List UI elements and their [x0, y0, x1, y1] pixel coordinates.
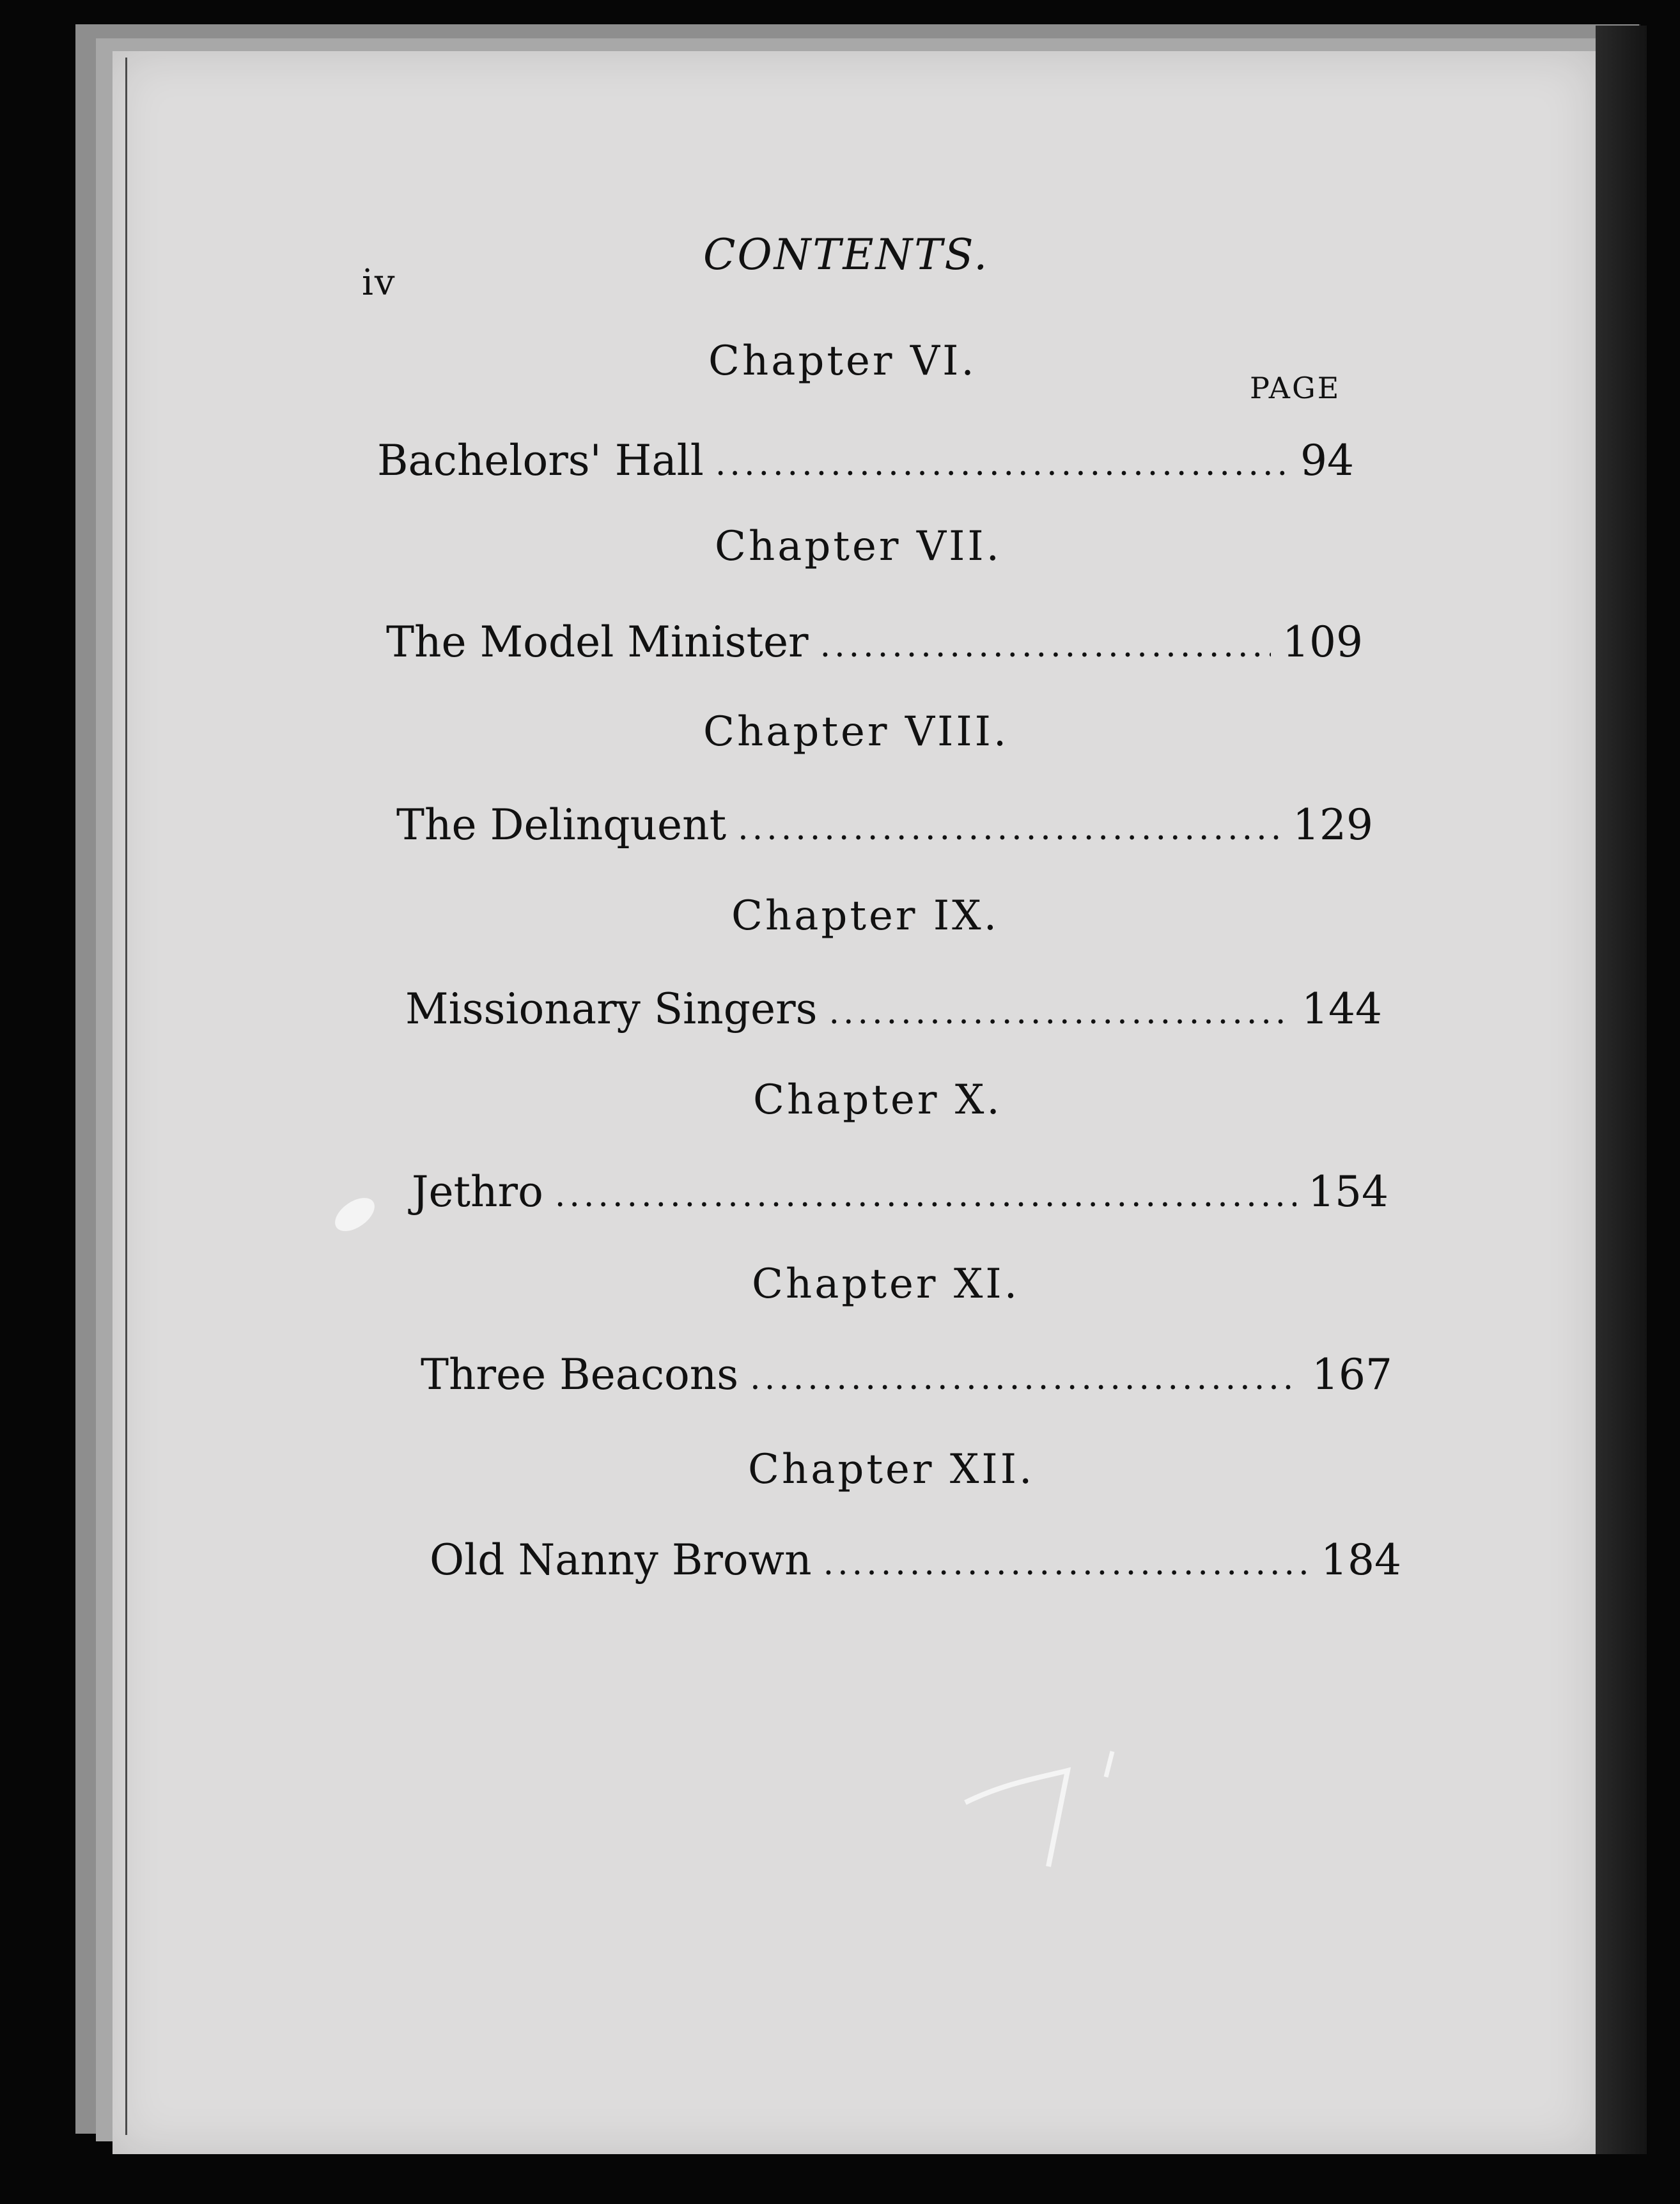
entry-page: 129: [1293, 800, 1373, 850]
entry-page: 154: [1308, 1167, 1388, 1216]
dot-leader: [823, 1544, 1309, 1583]
entry-title: Old Nanny Brown: [430, 1535, 812, 1585]
running-head: CONTENTS.: [703, 230, 990, 279]
dot-leader: [738, 809, 1281, 848]
dot-leader: [820, 626, 1271, 665]
entry-page: 167: [1312, 1350, 1392, 1399]
chapter-heading: Chapter VIII.: [703, 708, 1009, 756]
dot-leader: [555, 1176, 1296, 1215]
entry-title: The Delinquent: [396, 800, 727, 850]
chapter-heading: Chapter XII.: [748, 1446, 1035, 1493]
chapter-heading: Chapter IX.: [731, 892, 1000, 940]
page-column-label: PAGE: [1250, 371, 1341, 405]
toc-entry: [377, 436, 1354, 485]
chapter-heading: Chapter VI.: [708, 338, 977, 385]
entry-title: Jethro: [412, 1167, 543, 1216]
entry-page: 184: [1321, 1535, 1401, 1585]
entry-title: Three Beacons: [421, 1350, 739, 1399]
entry-page: 144: [1302, 984, 1382, 1034]
dot-leader: [829, 993, 1291, 1032]
entry-title: Bachelors' Hall: [377, 436, 704, 485]
scan-scratch: [953, 1726, 1144, 1892]
chapter-heading: Chapter VII.: [715, 523, 1002, 570]
toc-entry: [405, 984, 1382, 1034]
entry-page: 94: [1300, 436, 1354, 485]
page-number: iv: [362, 262, 396, 304]
entry-page: 109: [1282, 617, 1363, 667]
chapter-heading: Chapter X.: [753, 1076, 1002, 1124]
spine-shadow: [1596, 26, 1647, 2154]
dot-leader: [715, 445, 1289, 483]
toc-entry: [386, 617, 1363, 667]
chapter-heading: Chapter XI.: [752, 1261, 1020, 1308]
toc-entry: [396, 800, 1373, 850]
toc-entry: [421, 1350, 1392, 1399]
entry-title: Missionary Singers: [405, 984, 818, 1034]
toc-entry: [412, 1167, 1388, 1216]
page-edge-line: [125, 58, 127, 2135]
toc-entry: [430, 1535, 1401, 1585]
entry-title: The Model Minister: [386, 617, 809, 667]
dot-leader: [750, 1359, 1300, 1397]
